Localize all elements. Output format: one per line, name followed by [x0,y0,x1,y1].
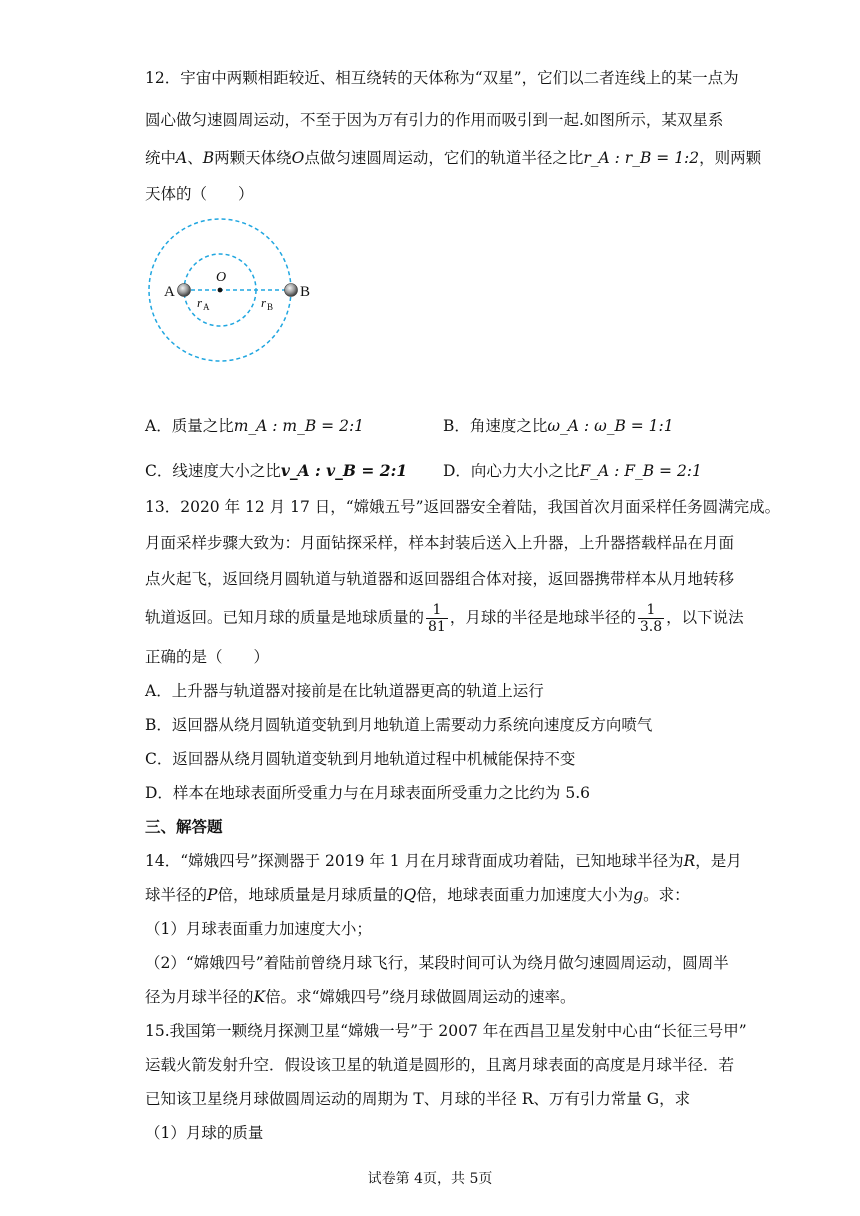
q12-line-2: 圆心做匀速圆周运动，不至于因为万有引力的作用而吸引到一起.如图所示，某双星系 [145,111,724,129]
q13-line-5: 正确的是（ ） [145,648,270,666]
star-b [285,284,298,297]
q12-line-4: 天体的（ ） [145,185,254,203]
label-b: B [300,284,311,300]
q15-line-2: 运载火箭发射升空．假设该卫星的轨道是圆形的，且离月球表面的高度是月球半径．若 [145,1056,735,1074]
q12-line-3: 统中A、B两颗天体绕O点做匀速圆周运动，它们的轨道半径之比r_A : r_B = 1:2，则两颗 [145,149,762,167]
q14-line-2: 球半径的P倍，地球质量是月球质量的Q倍，地球表面重力加速度大小为g。求： [145,886,690,904]
label-a: A [164,284,175,300]
q14-sub-1: （1）月球表面重力加速度大小； [145,920,372,938]
q15-line-3: 已知该卫星绕月球做圆周运动的周期为 T、月球的半径 R、万有引力常量 G，求 [145,1090,691,1108]
radius-ratio: r_A : r_B = 1:2 [583,149,700,167]
label-ra: r [197,295,203,310]
q13-line-1: 13．2020 年 12 月 17 日，“嫦娥五号”返回器安全着陆，我国首次月面采样任务圆满完成。 [145,498,781,516]
q12-option-b: B．角速度之比ω_A : ω_B = 1:1 [443,417,674,435]
q14-sub-2-line-2: 径为月球半径的K倍。求“嫦娥四号”绕月球做圆周运动的速率。 [145,988,576,1006]
q13-line-2: 月面采样步骤大致为：月面钻探采样，样本封装后送入上升器，上升器搭载样品在月面 [145,534,735,552]
q13-line-3: 点火起飞，返回绕月圆轨道与轨道器和返回器组合体对接，返回器携带样本从月地转移 [145,570,735,588]
q12-option-d: D．向心力大小之比F_A : F_B = 2:1 [443,462,702,480]
q13-option-c: C．返回器从绕月圆轨道变轨到月地轨道过程中机械能保持不变 [145,750,576,768]
q14-line-1: 14．“嫦娥四号”探测器于 2019 年 1 月在月球背面成功着陆，已知地球半径为R，是月 [145,852,742,870]
section-title: 三、解答题 [145,817,223,836]
label-ra-sub: A [203,302,210,312]
q15-sub-1: （1）月球的质量 [145,1124,264,1142]
star-a [178,284,191,297]
q13-option-a: A．上升器与轨道器对接前是在比轨道器更高的轨道上运行 [145,682,544,700]
q13-option-b: B．返回器从绕月圆轨道变轨到月地轨道上需要动力系统向速度反方向喷气 [145,716,653,734]
label-o: O [216,270,227,285]
q15-line-1: 15.我国第一颗绕月探测卫星“嫦娥一号”于 2007 年在西昌卫星发射中心由“长征三号甲” [145,1022,747,1040]
q12-line-1: 12．宇宙中两颗相距较近、相互绕转的天体称为“双星”，它们以二者连线上的某一点为 [145,69,739,87]
label-rb-sub: B [267,302,274,312]
q13-line-4: 轨道返回。已知月球的质量是地球质量的 $\frac{1}{81}$ ，月球的半径是地球半径的 $\frac{1}{3.8}$ ，以下说法 [145,602,744,635]
center-o [218,288,223,293]
q13-option-d: D．样本在地球表面所受重力与在月球表面所受重力之比约为 5.6 [145,784,591,802]
mass-fraction: $\frac{1}{81}$ [428,602,446,635]
binary-star-diagram [145,217,335,367]
label-rb: r [261,295,267,310]
q14-sub-2-line-1: （2）“嫦娥四号”着陆前曾绕月球飞行，某段时间可认为绕月做匀速圆周运动，圆周半 [145,954,729,972]
q12-option-c: C．线速度大小之比v_A : v_B = 2:1 [145,461,408,480]
q12-option-a: A．质量之比m_A : m_B = 2:1 [145,417,365,435]
radius-fraction: $\frac{1}{3.8}$ [639,602,663,635]
page-footer: 试卷第 4页，共 5页 [367,1171,493,1187]
